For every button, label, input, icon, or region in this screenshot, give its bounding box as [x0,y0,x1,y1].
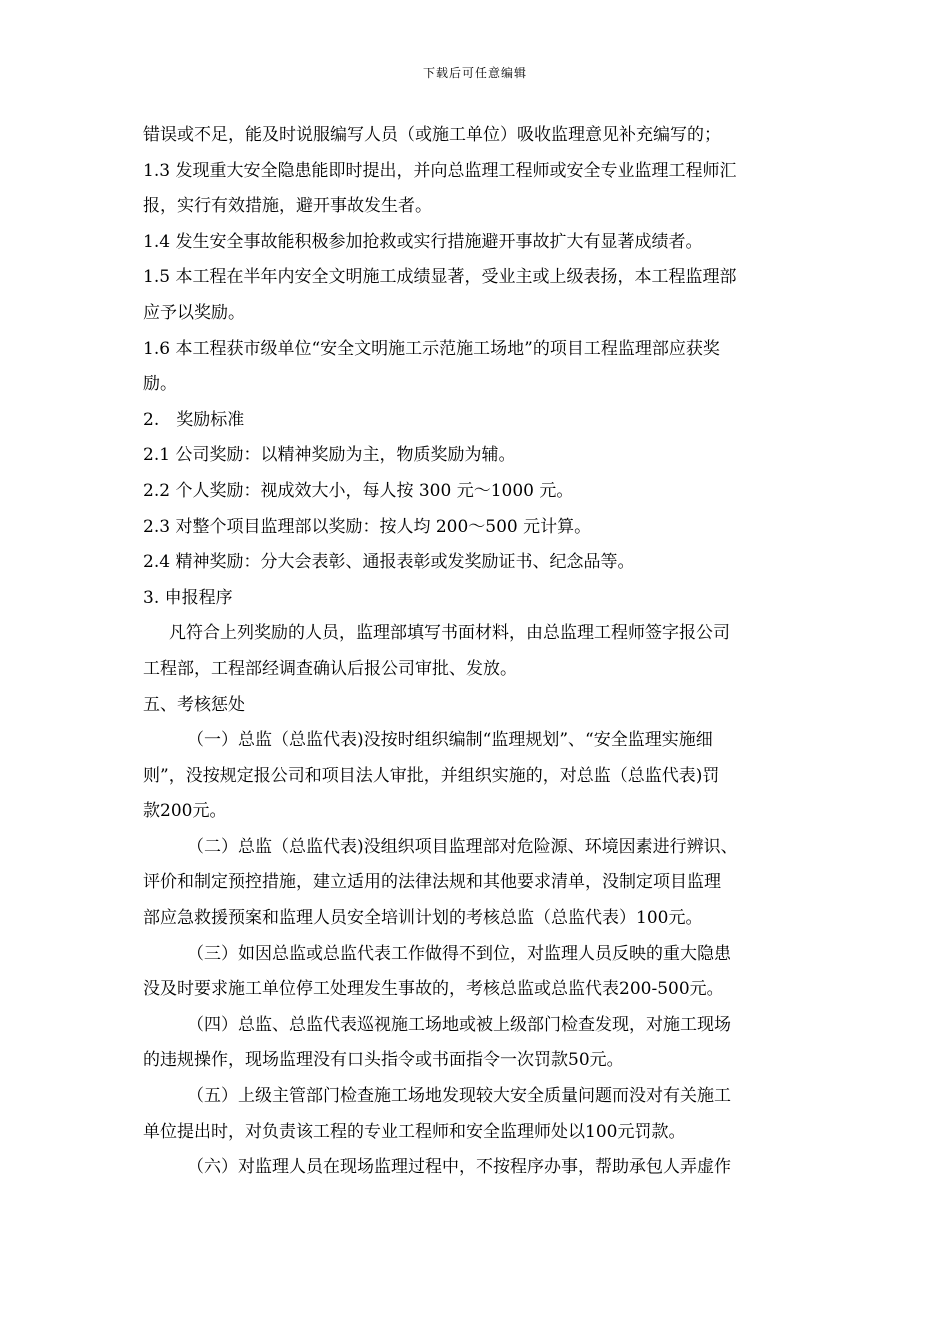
text-line: 1.6 本工程获市级单位“安全文明施工示范施工场地”的项目工程监理部应获奖 [143,338,720,359]
text-line: （三）如因总监或总监代表工作做得不到位，对监理人员反映的重大隐患 [187,943,731,964]
text-line: 2.3 对整个项目监理部以奖励：按人均 200～500 元计算。 [143,516,592,537]
document-body [143,118,811,1186]
text-line: （一）总监（总监代表)没按时组织编制“监理规划”、“安全监理实施细 [187,730,713,751]
text-line: 的违规操作，现场监理没有口头指令或书面指令一次罚款50元。 [143,1050,624,1071]
text-line: 3. 申报程序 [143,587,233,608]
text-line: 单位提出时，对负责该工程的专业工程师和安全监理师处以100元罚款。 [143,1121,686,1142]
text-line: 则”，没按规定报公司和项目法人审批，并组织实施的，对总监（总监代表)罚 [143,765,720,786]
text-line: 2.2 个人奖励：视成效大小，每人按 300 元～1000 元。 [143,480,574,501]
text-line: 错误或不足，能及时说服编写人员（或施工单位）吸收监理意见补充编写的； [143,125,721,145]
text-line: 2.1 公司奖励：以精神奖励为主，物质奖励为辅。 [143,445,516,466]
text-line: 励。 [143,374,177,395]
text-line: 2.4 精神奖励：分大会表彰、通报表彰或发奖励证书、纪念品等。 [143,552,635,573]
text-line: 评价和制定预控措施，建立适用的法律法规和其他要求清单，没制定项目监理 [143,872,721,893]
text-line: 五、考核惩处 [143,694,245,715]
page-header: 下载后可任意编辑 [422,66,527,80]
text-line: 报，实行有效措施，避开事故发生者。 [143,196,432,217]
text-line: （二）总监（总监代表)没组织项目监理部对危险源、环境因素进行辨识、 [187,836,738,857]
text-line: 没及时要求施工单位停工处理发生事故的，考核总监或总监代表200-500元。 [143,979,724,1000]
text-line: 2. 奖励标准 [143,409,245,430]
text-line: 1.5 本工程在半年内安全文明施工成绩显著，受业主或上级表扬，本工程监理部 [143,267,737,288]
text-line: （六）对监理人员在现场监理过程中，不按程序办事，帮助承包人弄虚作 [187,1157,731,1178]
text-line: 1.3 发现重大安全隐患能即时提出，并向总监理工程师或安全专业监理工程师汇 [143,160,737,181]
text-line: 应予以奖励。 [143,302,245,323]
text-line: 1.4 发生安全事故能积极参加抢救或实行措施避开事故扩大有显著成绩者。 [143,231,703,252]
text-line: 工程部，工程部经调查确认后报公司审批、发放。 [143,658,517,679]
text-line: 款200元。 [143,801,227,822]
text-line: 凡符合上列奖励的人员，监理部填写书面材料，由总监理工程师签字报公司 [169,623,730,644]
text-line: （五）上级主管部门检查施工场地发现较大安全质量问题而没对有关施工 [187,1086,731,1107]
text-line: 部应急救援预案和监理人员安全培训计划的考核总监（总监代表）100元。 [143,908,703,929]
text-line: （四）总监、总监代表巡视施工场地或被上级部门检查发现，对施工现场 [187,1014,731,1035]
